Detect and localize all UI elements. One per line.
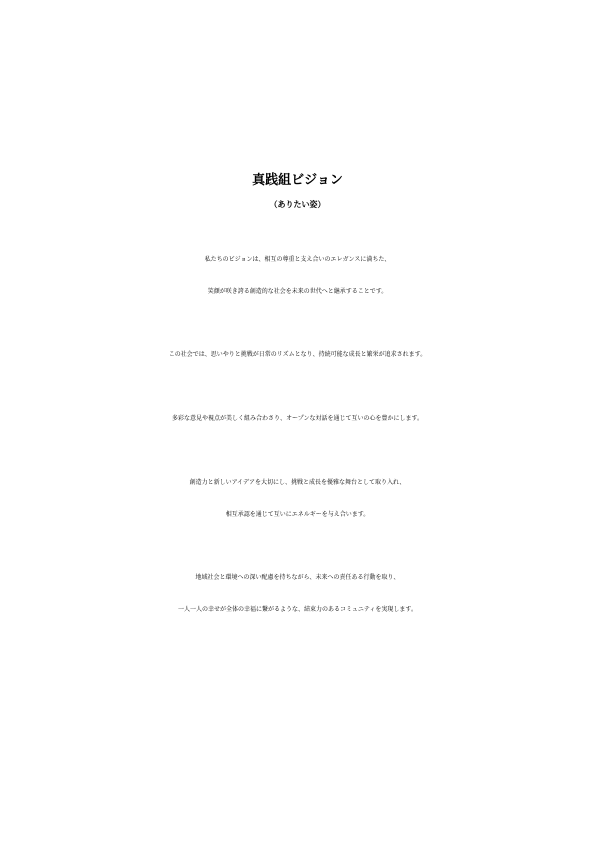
paragraph-1-line-2: 笑顔が咲き誇る創造的な社会を未来の世代へと継承することです。 [207,288,388,295]
page-subtitle: （ありたい姿） [269,200,326,209]
paragraph-1-line-1: 私たちのビジョンは、相互の尊重と支え合いのエレガンスに満ちた、 [204,256,391,263]
paragraph-5-line-1: 地域社会と環境への深い配慮を持ちながら、未来への責任ある行動を取り、 [195,574,400,581]
paragraph-4-line-2: 相互承認を通じて互いにエネルギーを与え合います。 [225,511,370,518]
paragraph-4-line-1: 創造力と新しいアイデアを大切にし、挑戦と成長を優雅な舞台として取り入れ、 [189,479,406,486]
page-title: 真践組ビジョン [252,173,343,188]
paragraph-2-line-1: この社会では、思いやりと挑戦が日常のリズムとなり、持続可能な成長と繁栄が追求されます。 [168,351,427,358]
paragraph-5-line-2: 一人一人の幸せが全体の幸福に繋がるような、結束力のあるコミュニティを実現します。 [178,606,417,613]
paragraph-3-line-1: 多彩な意見や視点が美しく組み合わさり、オープンな対話を通じて互いの心を豊かにします。 [172,415,423,422]
